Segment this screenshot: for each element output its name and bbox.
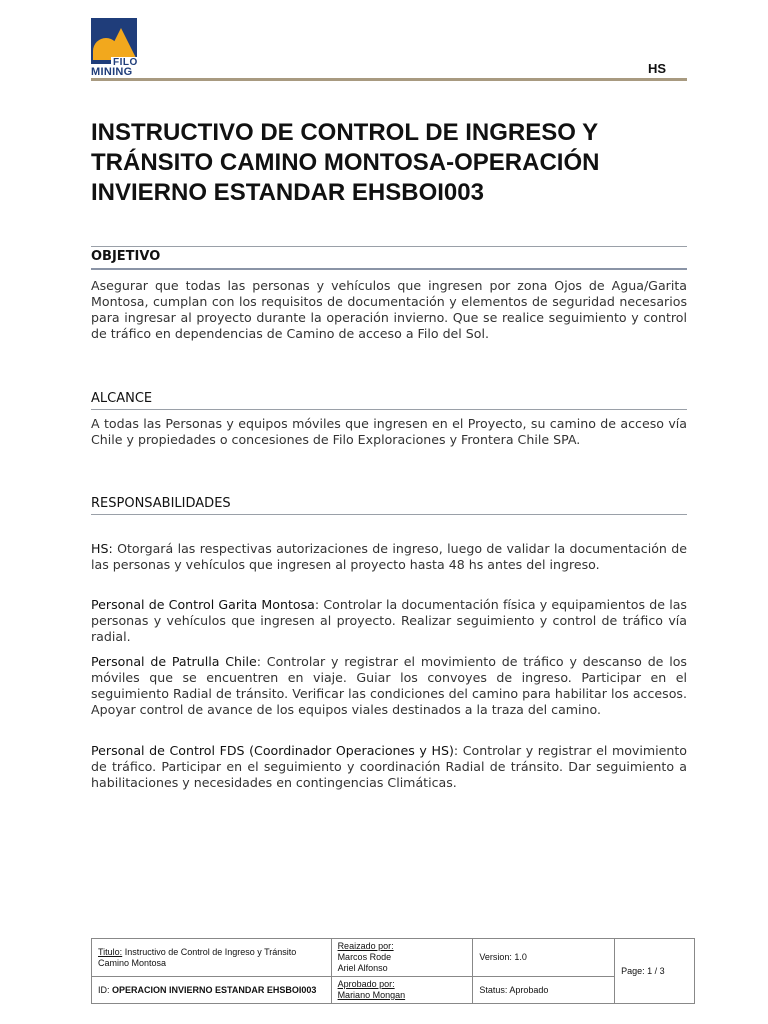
alcance-rule [91, 409, 687, 410]
responsabilidad-text: Otorgará las respectivas autorizaciones de ingreso, luego de validar la documentación de las personas y vehículos que ingresen al proyecto hasta 48 hs antes del ingreso. [91, 541, 687, 572]
alcance-text: A todas las Personas y equipos móviles que ingresen en el Proyecto, su camino de acceso vía Chile y propiedades o concesiones de Filo Exploraciones y Frontera Chile SPA. [91, 416, 687, 447]
document-title: INSTRUCTIVO DE CONTROL DE INGRESO Y TRÁNSITO CAMINO MONTOSA-OPERACIÓN INVIERNO ESTANDAR EHSBOI003 [91, 119, 600, 206]
objetivo-heading: OBJETIVO [91, 249, 161, 264]
footer-page-cell: Page: 1 / 3 [615, 939, 695, 1004]
footer-realizado-label: Reaizado por: [337, 941, 394, 951]
alcance-heading: ALCANCE [91, 391, 153, 406]
responsabilidad-lead: Personal de Control Garita Montosa [91, 597, 315, 612]
footer-version-cell: Version: 1.0 [473, 939, 615, 977]
document-control-table [91, 938, 695, 1004]
logo-text-mining: MINING [91, 66, 133, 78]
responsabilidad-lead: HS: [91, 541, 113, 556]
responsabilidad-lead: Personal de Patrulla Chile [91, 654, 257, 669]
objetivo-top-rule [91, 246, 687, 247]
responsabilidad-text: : Controlar la documentación física y equipamientos de las personas y vehículos que ingresen al proyecto. Realizar seguimiento y control de tráfico vía radial. [91, 597, 687, 644]
responsabilidad-text: : Controlar y registrar el movimiento de tráfico y descanso de los móviles que se encuentren en viaje. Guiar los convoyes de ingreso. Participar en el seguimiento Radial de tránsito. Verificar las condiciones del camino para habilitar los accesos. Apoyar control de avance de los equipos viales destinados a la traza del camino. [91, 654, 687, 717]
footer-titulo-cell [92, 939, 332, 977]
objetivo-text: Asegurar que todas las personas y vehículos que ingresen por zona Ojos de Agua/Garita Montosa, cumplan con los requisitos de documentación y elementos de seguridad necesarios para ingresar al proyecto durante la operación invierno. Que se realice seguimiento y control de tráfico en dependencias de Camino de acceso a Filo del Sol. [91, 278, 687, 341]
responsabilidad-fds [91, 743, 687, 791]
header-divider [91, 78, 687, 81]
responsabilidad-lead: Personal de Control FDS (Coordinador Operaciones y HS) [91, 743, 454, 758]
responsabilidad-hs [91, 541, 687, 573]
footer-id-value: OPERACION INVIERNO ESTANDAR EHSBOI003 [109, 984, 317, 995]
footer-aprobado-cell [331, 977, 473, 1004]
footer-id-cell [92, 977, 332, 1004]
logo-text-filo: FILO [113, 57, 138, 68]
responsabilidades-rule [91, 514, 687, 515]
logo-mountain-shape [105, 28, 137, 60]
footer-status-cell: Status: Aprobado [473, 977, 615, 1004]
footer-aprobado-name: Mariano Mongan [337, 990, 406, 1000]
responsabilidad-garita [91, 597, 687, 645]
footer-id-label: ID: [98, 984, 110, 995]
responsabilidad-text: : Controlar y registrar el movimiento de tráfico. Participar en el seguimiento y coordinación Radial de tránsito. Dar seguimiento a habilitaciones y necesidades en contingencias Climáticas. [91, 743, 688, 790]
department-tag: HS [648, 61, 667, 76]
footer-realizado-cell [331, 939, 473, 977]
footer-titulo-value: Instructivo de Control de Ingreso y Tránsito Camino Montosa [98, 946, 297, 968]
responsabilidad-patrulla [91, 654, 687, 718]
responsabilidades-heading: RESPONSABILIDADES [91, 496, 231, 511]
objetivo-bottom-rule [91, 268, 687, 270]
filo-mining-logo [91, 18, 141, 76]
footer-titulo-label: Titulo: [98, 946, 123, 957]
footer-aprobado-label: Aprobado por: [337, 979, 395, 989]
footer-realizado-names: Marcos Rode Ariel Alfonso [337, 952, 392, 973]
